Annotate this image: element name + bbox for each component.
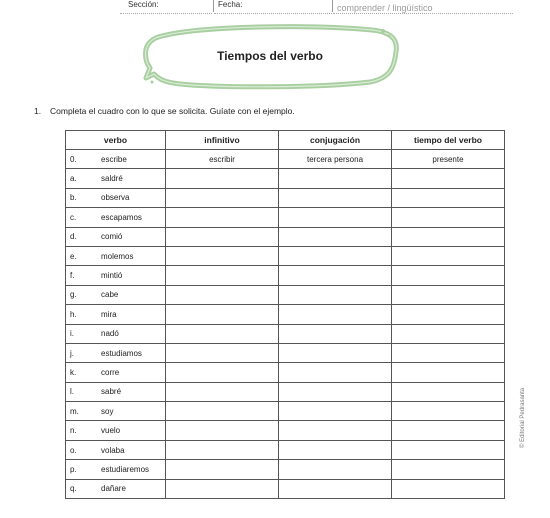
row-letter: f. [70,271,75,281]
verb-cell [66,305,166,324]
table-row [66,150,505,169]
verb-cell [66,382,166,401]
infinitivo-cell[interactable] [166,285,279,304]
row-letter: d. [70,232,77,242]
header-divider [332,0,333,12]
tiempo-cell[interactable] [392,305,505,324]
instruction-text: Completa el cuadro con lo que se solicita. Guíate con el ejemplo. [50,106,295,116]
infinitivo-cell[interactable] [166,479,279,498]
row-letter: l. [70,387,74,397]
verb-cell [66,440,166,459]
conjugacion-cell[interactable]: tercera persona [279,150,392,169]
table-row [66,440,505,459]
instruction-number: 1. [34,106,42,116]
infinitivo-cell[interactable] [166,305,279,324]
page-title: Tiempos del verbo [217,49,323,63]
infinitivo-cell[interactable] [166,460,279,479]
infinitivo-cell[interactable] [166,208,279,227]
row-letter: c. [70,212,77,222]
tiempo-cell[interactable] [392,363,505,382]
seccion-field[interactable] [120,13,212,14]
verb-text: dañare [101,484,126,494]
tiempo-cell[interactable] [392,246,505,265]
table-row [66,324,505,343]
verb-text: vuelo [101,426,121,436]
row-letter: o. [70,445,77,455]
tiempo-cell[interactable] [392,324,505,343]
tiempo-cell[interactable] [392,188,505,207]
verb-text: escapamos [101,212,142,222]
infinitivo-cell[interactable] [166,227,279,246]
conjugacion-cell[interactable] [279,188,392,207]
table-row [66,266,505,285]
verb-text: volaba [101,445,125,455]
side-credit: © Editorial Pedrasanta [520,387,526,448]
verb-cell [66,150,166,169]
conjugacion-cell[interactable] [279,246,392,265]
conjugacion-cell[interactable] [279,169,392,188]
verb-cell [66,246,166,265]
table-row [66,343,505,362]
tiempo-cell[interactable] [392,285,505,304]
tiempo-cell[interactable] [392,266,505,285]
verb-cell [66,324,166,343]
row-letter: g. [70,290,77,300]
header-strip [0,0,550,18]
table-row [66,188,505,207]
table-row [66,169,505,188]
skill-label: comprender / lingüístico [337,3,433,13]
fecha-label: Fecha: [218,0,243,9]
table-row [66,305,505,324]
row-letter: h. [70,309,77,319]
table-row [66,208,505,227]
verb-cell [66,460,166,479]
row-letter: p. [70,464,77,474]
instruction [34,106,295,116]
conjugacion-cell[interactable] [279,460,392,479]
row-letter: 0. [70,154,77,164]
fecha-field[interactable] [214,13,332,14]
verb-cell [66,285,166,304]
table-row [66,382,505,401]
infinitivo-cell[interactable] [166,266,279,285]
header-conjugacion: conjugación [279,131,392,150]
conjugacion-cell[interactable] [279,421,392,440]
tiempo-cell[interactable] [392,440,505,459]
conjugacion-cell[interactable] [279,208,392,227]
verb-cell [66,343,166,362]
verb-cell [66,421,166,440]
skill-underline [333,13,513,14]
verb-text: molemos [101,251,134,261]
tiempo-cell[interactable] [392,421,505,440]
tiempo-cell[interactable] [392,382,505,401]
tiempo-cell[interactable] [392,402,505,421]
header-infinitivo: infinitivo [166,131,279,150]
verb-text: sabré [101,387,122,397]
conjugacion-cell[interactable] [279,266,392,285]
verb-text: observa [101,193,130,203]
table-row [66,246,505,265]
verb-cell [66,479,166,498]
row-letter: a. [70,174,77,184]
tiempo-cell[interactable]: presente [392,150,505,169]
table-row [66,285,505,304]
verb-text: estudiamos [101,348,142,358]
conjugacion-cell[interactable] [279,479,392,498]
row-letter: j. [70,348,74,358]
conjugacion-cell[interactable] [279,402,392,421]
verb-cell [66,208,166,227]
infinitivo-cell[interactable] [166,421,279,440]
verb-cell [66,169,166,188]
verb-text: mintió [101,271,123,281]
table-header-row [66,131,505,150]
verb-text: mira [101,309,117,319]
conjugacion-cell[interactable] [279,305,392,324]
table-row [66,479,505,498]
row-letter: q. [70,484,77,494]
header-tiempo: tiempo del verbo [392,131,505,150]
conjugacion-cell[interactable] [279,363,392,382]
seccion-label: Sección: [128,0,159,9]
verb-text: soy [101,406,114,416]
tiempo-cell[interactable] [392,479,505,498]
verb-cell [66,363,166,382]
infinitivo-cell[interactable] [166,324,279,343]
title-frame [140,22,400,94]
header-divider [213,0,214,12]
infinitivo-cell[interactable] [166,402,279,421]
verb-text: estudiaremos [101,464,150,474]
infinitivo-cell[interactable] [166,440,279,459]
infinitivo-cell[interactable] [166,188,279,207]
tiempo-cell[interactable] [392,460,505,479]
table-row [66,460,505,479]
row-letter: i. [70,329,74,339]
verb-text: comió [101,232,123,242]
tiempo-cell[interactable] [392,208,505,227]
verb-text: cabe [101,290,119,300]
verb-text: escribe [101,154,127,164]
verb-cell [66,402,166,421]
tiempo-cell[interactable] [392,227,505,246]
conjugacion-cell[interactable] [279,382,392,401]
verb-table [65,130,505,499]
infinitivo-cell[interactable] [166,246,279,265]
infinitivo-cell[interactable] [166,382,279,401]
infinitivo-cell[interactable] [166,343,279,362]
verb-cell [66,227,166,246]
verb-text: corre [101,367,120,377]
infinitivo-cell[interactable] [166,363,279,382]
conjugacion-cell[interactable] [279,324,392,343]
table-row [66,421,505,440]
verb-cell [66,188,166,207]
verb-text: nadó [101,329,119,339]
infinitivo-cell[interactable] [166,169,279,188]
conjugacion-cell[interactable] [279,227,392,246]
row-letter: k. [70,367,77,377]
table-row [66,402,505,421]
conjugacion-cell[interactable] [279,285,392,304]
conjugacion-cell[interactable] [279,343,392,362]
table-row [66,363,505,382]
conjugacion-cell[interactable] [279,440,392,459]
tiempo-cell[interactable] [392,343,505,362]
row-letter: m. [70,406,79,416]
verb-text: saldré [101,174,123,184]
infinitivo-cell[interactable]: escribir [166,150,279,169]
row-letter: b. [70,193,77,203]
row-letter: n. [70,426,77,436]
verb-cell [66,266,166,285]
tiempo-cell[interactable] [392,169,505,188]
header-verbo: verbo [66,131,166,150]
row-letter: e. [70,251,77,261]
table-row [66,227,505,246]
